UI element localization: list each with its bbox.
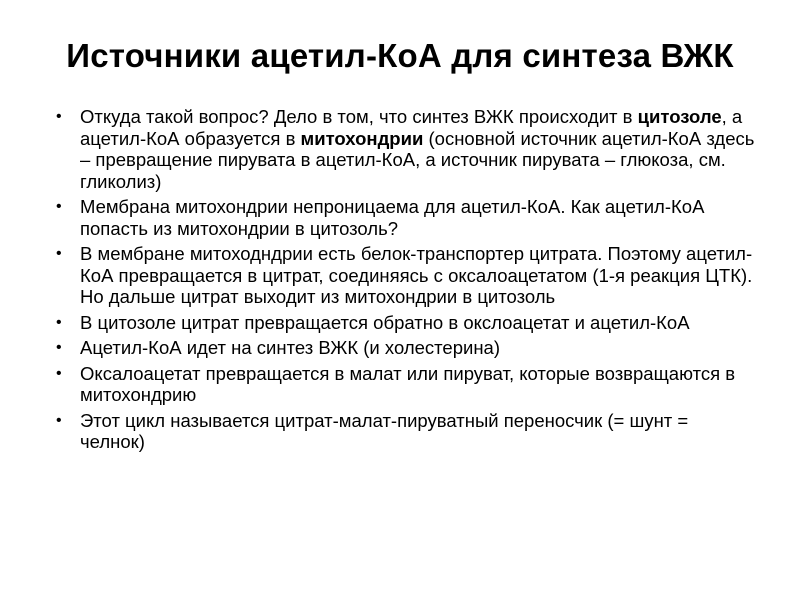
bullet-item — [56, 196, 756, 239]
bullet-marker: • — [56, 339, 62, 356]
bullet-text: Оксалоацетат превращается в малат или пируват, которые возвращаются в митохондрию — [80, 362, 736, 405]
bullet-text: В цитозоле цитрат превращается обратно в окслоацетат и ацетил-КоА — [80, 311, 690, 333]
bullet-item — [56, 337, 756, 359]
bullet-list — [56, 106, 756, 457]
bullet-marker: • — [56, 313, 62, 331]
bullet-marker: • — [56, 198, 62, 215]
bullet-text: В мембране митоходндрии есть белок-транспортер цитрата. Поэтому ацетил-КоА превращается в цитрат, соединяясь с оксалоацетатом (1-я реакция ЦТК). Но дальше цитрат выходит из митохондрии в цитозоль — [80, 243, 753, 307]
bullet-text: (основной источник ацетил-КоА здесь – превращение пирувата в ацетил-КоА, а источник пирувата – глюкоза, см. гликолиз) — [80, 127, 755, 192]
bullet-marker: • — [56, 108, 62, 125]
bullet-marker: • — [56, 411, 62, 429]
bullet-text: Мембрана митохондрии непроницаема для ацетил-КоА. Как ацетил-КоА попасть из митохондрии в цитозоль? — [80, 196, 705, 239]
bullet-marker: • — [56, 364, 62, 382]
bullet-item — [56, 243, 756, 308]
bullet-text: , а ацетил-КоА образуется в — [80, 106, 743, 149]
bullet-item — [56, 312, 756, 334]
bullet-text-bold: цитозоле — [637, 106, 722, 127]
bullet-text-bold: митохондрии — [300, 127, 424, 149]
bullet-marker: • — [56, 245, 62, 262]
bullet-text: Этот цикл называется цитрат-малат-пируватный переносчик (= шунт = челнок) — [80, 409, 689, 452]
bullet-item — [56, 106, 756, 192]
bullet-item — [56, 363, 756, 406]
bullet-text: Ацетил-КоА идет на синтез ВЖК (и холестерина) — [80, 337, 501, 358]
bullet-text: Откуда такой вопрос? Дело в том, что синтез ВЖК происходит в — [80, 106, 638, 127]
slide-title: Источники ацетил-КоА для синтеза ВЖК — [66, 37, 734, 75]
bullet-item — [56, 410, 756, 453]
